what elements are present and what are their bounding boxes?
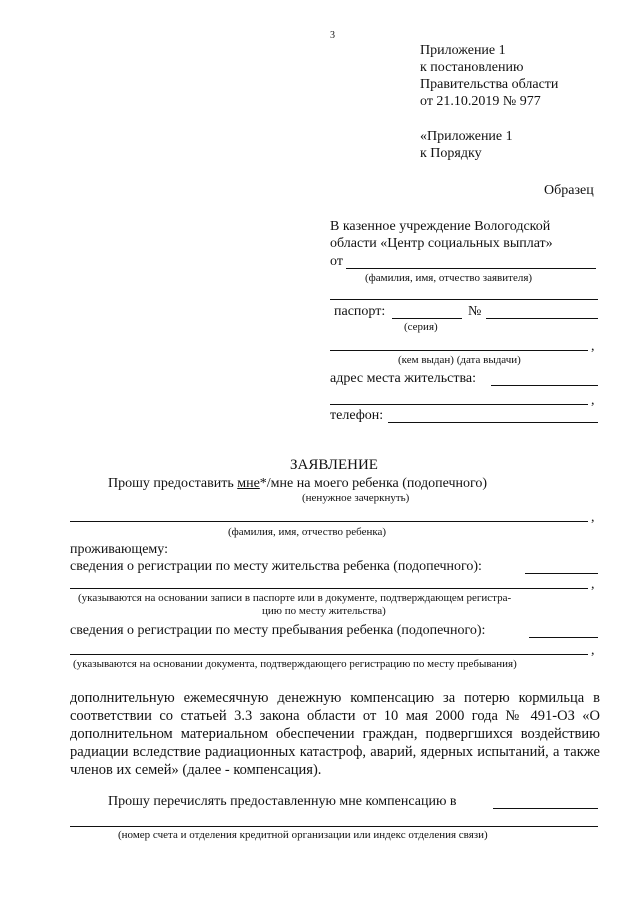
transfer-label: Прошу перечислять предоставленную мне компенсацию в [108, 794, 457, 809]
request-suffix: */мне на моего ребенка (подопечного) [259, 476, 488, 491]
address-comma: , [591, 393, 595, 408]
phone-field[interactable] [388, 422, 598, 423]
passport-label: паспорт: [334, 304, 386, 319]
residence-reg-hint-1: (указываются на основании записи в паспорте или в документе, подтверждающем регистра- [78, 592, 512, 604]
strike-hint: (ненужное зачеркнуть) [302, 492, 410, 504]
applicant-fio-field-2[interactable] [330, 299, 598, 300]
address-label: адрес места жительства: [330, 371, 476, 386]
address-field-2[interactable] [330, 404, 588, 405]
request-underlined: мне [237, 476, 260, 491]
residence-reg-hint-2: цию по месту жительства) [262, 605, 386, 617]
request-prefix: Прошу предоставить [108, 476, 238, 491]
from-label: от [330, 254, 343, 269]
transfer-field[interactable] [493, 808, 598, 809]
statement-title: ЗАЯВЛЕНИЕ [290, 457, 378, 473]
account-hint: (номер счета и отделения кредитной организации или индекс отделения связи) [118, 829, 488, 841]
child-fio-field[interactable] [70, 521, 588, 522]
stay-reg-comma: , [591, 643, 595, 658]
stay-reg-field[interactable] [529, 637, 598, 638]
applicant-fio-field[interactable] [346, 268, 596, 269]
addressee-line2: области «Центр социальных выплат» [330, 236, 553, 251]
body-paragraph: дополнительную ежемесячную денежную компенсацию за потерю кормильца в соответствии со статьей 3.3 закона области от 10 мая 2000 года № 491-ОЗ «О дополнительном материальном обеспечении граждан, подвергшихся воздействию радиации вследствие радиационных катастроф, аварий, ядерных испытаний, а также членов их семей» (далее - компенсация). [70, 690, 600, 778]
child-fio-hint: (фамилия, имя, отчество ребенка) [228, 526, 387, 538]
appendix-header-line4: от 21.10.2019 № 977 [420, 94, 541, 109]
address-field[interactable] [491, 385, 598, 386]
passport-series-field[interactable] [392, 318, 462, 319]
appendix-header-line1: Приложение 1 [420, 43, 506, 58]
residence-reg-label: сведения о регистрации по месту жительства ребенка (подопечного): [70, 559, 482, 574]
child-fio-comma: , [591, 510, 595, 525]
applicant-fio-hint: (фамилия, имя, отчество заявителя) [365, 272, 533, 284]
issued-hint: (кем выдан) (дата выдачи) [398, 354, 521, 366]
issued-comma: , [591, 339, 595, 354]
sample-label: Образец [544, 183, 594, 198]
residence-reg-field-2[interactable] [70, 588, 588, 589]
passport-number-sign: № [468, 304, 482, 319]
stay-reg-hint: (указываются на основании документа, подтверждающего регистрацию по месту пребывания) [73, 658, 517, 670]
appendix-sub-line2: к Порядку [420, 146, 482, 161]
residence-reg-comma: , [591, 577, 595, 592]
addressee-line1: В казенное учреждение Вологодской [330, 219, 551, 234]
appendix-sub-line1: «Приложение 1 [420, 129, 513, 144]
request-line [108, 475, 487, 492]
residing-label: проживающему: [70, 542, 168, 557]
residence-reg-field[interactable] [525, 573, 598, 574]
passport-number-field[interactable] [486, 318, 598, 319]
appendix-header-line3: Правительства области [420, 77, 559, 92]
phone-label: телефон: [330, 408, 384, 423]
page-number: 3 [330, 30, 335, 41]
series-hint: (серия) [404, 321, 438, 333]
appendix-header-line2: к постановлению [420, 60, 524, 75]
passport-issued-field[interactable] [330, 350, 588, 351]
stay-reg-label: сведения о регистрации по месту пребывания ребенка (подопечного): [70, 623, 486, 638]
account-field[interactable] [70, 826, 598, 827]
stay-reg-field-2[interactable] [70, 654, 588, 655]
